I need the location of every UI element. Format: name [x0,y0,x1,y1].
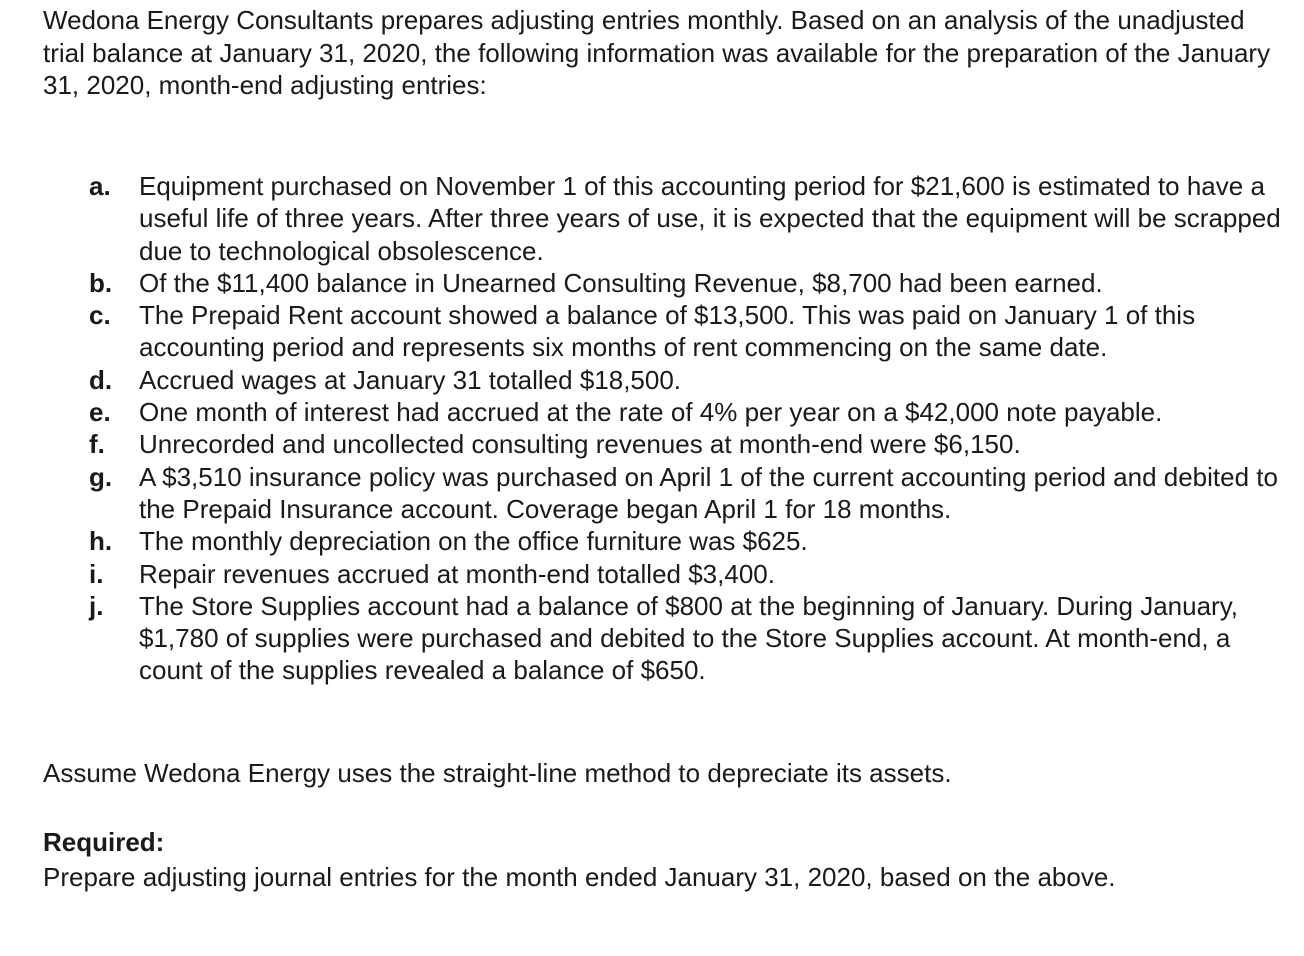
list-item [89,396,1289,428]
item-text: The Prepaid Rent account showed a balance of $13,500. This was paid on January 1 of this accounting period and represents six months of rent commencing on the same date. [139,300,1196,363]
list-item [89,299,1289,364]
adjustment-items-list [89,170,1289,687]
item-letter: h. [89,526,113,557]
item-text: A $3,510 insurance policy was purchased on April 1 of the current accounting period and debited to the Prepaid Insurance account. Coverage began April 1 for 18 months. [139,461,1278,524]
item-letter: i. [89,558,104,589]
list-item [89,525,1289,557]
list-item [89,364,1289,396]
item-letter: b. [89,267,113,298]
item-text: One month of interest had accrued at the rate of 4% per year on a $42,000 note payable. [139,397,1163,428]
item-text: Unrecorded and uncollected consulting revenues at month-end were $6,150. [139,429,1021,460]
required-heading: Required: [43,827,165,857]
list-item [89,461,1289,526]
item-text: Equipment purchased on November 1 of this accounting period for $21,600 is estimated to have a useful life of three years. After three years of use, it is expected that the equipment will be scrapped due to technological obsolescence. [139,171,1281,266]
item-text: Repair revenues accrued at month-end totalled $3,400. [139,558,775,589]
list-item [89,428,1289,460]
list-item [89,267,1289,299]
item-letter: g. [89,461,113,492]
item-letter: e. [89,397,111,428]
list-item [89,558,1289,590]
item-text: The monthly depreciation on the office furniture was $625. [139,526,808,557]
item-letter: c. [89,300,111,331]
intro-paragraph: Wedona Energy Consultants prepares adjusting entries monthly. Based on an analysis of the unadjusted trial balance at January 31, 2020, the following information was available for the preparation of the January 31, 2020, month-end adjusting entries: [43,5,1271,100]
item-letter: a. [89,171,111,201]
list-item [89,170,1289,267]
item-text: The Store Supplies account had a balance of $800 at the beginning of January. During January, $1,780 of supplies were purchased and debited to the Store Supplies account. At month-end, a count of the supplies revealed a balance of $650. [139,590,1238,686]
item-text: Of the $11,400 balance in Unearned Consulting Revenue, $8,700 had been earned. [139,267,1103,298]
item-text: Accrued wages at January 31 totalled $18,500. [139,364,682,395]
item-letter: j. [89,590,104,621]
list-item [89,590,1289,687]
required-instructions: Prepare adjusting journal entries for the month ended January 31, 2020, based on the above. [43,862,1116,892]
assumption-note: Assume Wedona Energy uses the straight-line method to depreciate its assets. [43,758,952,788]
item-letter: f. [89,429,105,460]
item-letter: d. [89,364,113,395]
